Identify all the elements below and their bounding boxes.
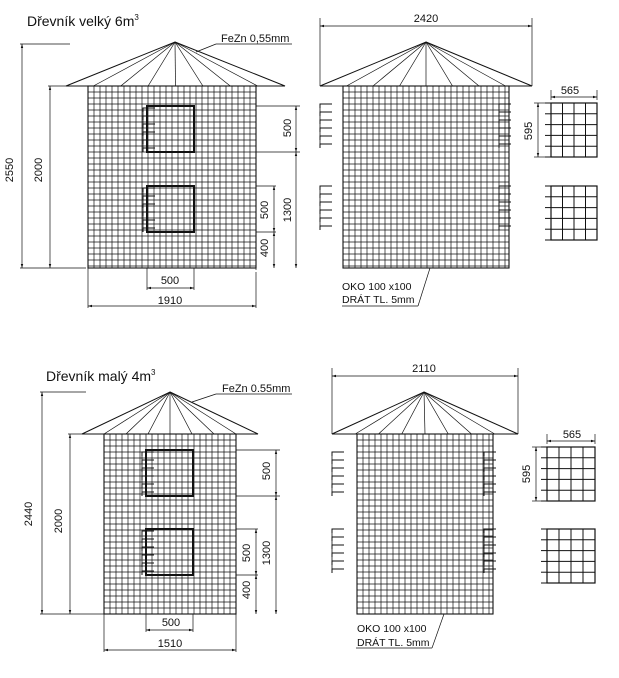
small-panel-2 — [541, 529, 595, 583]
large-side-hooks-2 — [320, 186, 332, 230]
small-mesh-leader — [432, 614, 444, 648]
large-dim-panel-width: 565 — [560, 85, 580, 97]
small-dim-window-top: 1300 — [261, 540, 273, 566]
small-dim-base: 400 — [241, 580, 253, 600]
small-panel-1 — [541, 447, 595, 501]
small-side-roof — [332, 392, 518, 434]
large-side-mesh — [343, 86, 509, 268]
small-dim-total-height: 2440 — [23, 501, 35, 527]
large-dim-window-width: 500 — [160, 275, 180, 287]
large-title: Dřevník velký $6m^3$ — [27, 13, 139, 29]
small-side-hooks-4 — [484, 529, 496, 573]
large-dim-window-top: 1300 — [282, 197, 294, 223]
small-dim-panel-width: 565 — [562, 429, 582, 441]
large-front-mesh — [88, 86, 256, 268]
small-dim-body-width: 1510 — [157, 638, 183, 650]
small-side-hooks-1 — [332, 452, 344, 496]
small-mesh-note-2: DRÁT TL. 5mm — [357, 637, 430, 649]
large-panel-1 — [545, 103, 597, 157]
small-dim-window-height: 500 — [261, 461, 273, 481]
small-dim-window-lower: 500 — [241, 543, 253, 563]
small-roof-note: FeZn 0.55mm — [222, 383, 291, 395]
large-dim-window-lower: 500 — [259, 200, 271, 220]
small-dim-window-width: 500 — [161, 617, 181, 629]
large-panel-2 — [545, 186, 597, 240]
small-side-hooks-2 — [332, 529, 344, 573]
small-roof-leader — [192, 394, 216, 402]
small-title: Dřevník malý $4m^3$ — [46, 368, 156, 384]
small-dim-roof-width: 2110 — [412, 363, 436, 375]
small-upper-window — [146, 450, 193, 496]
large-mesh-leader — [418, 268, 430, 306]
large-mesh-note-2: DRÁT TL. 5mm — [342, 294, 415, 306]
large-window-hooks-lower — [143, 188, 155, 232]
small-dim-wall-height: 2000 — [53, 508, 65, 534]
large-roof-note: FeZn 0,55mm — [221, 33, 290, 45]
small-front-roof — [82, 392, 258, 434]
large-window-hooks-upper — [143, 108, 155, 152]
large-dim-wall-height: 2000 — [33, 157, 45, 183]
small-side-mesh — [357, 434, 493, 614]
large-dim-window-height: 500 — [282, 118, 294, 138]
small-front-mesh — [104, 434, 236, 614]
large-dim-panel-height: 595 — [523, 121, 535, 141]
small-side-hooks-3 — [484, 452, 496, 496]
small-dim-panel-height: 595 — [521, 464, 533, 484]
large-dim-total-height: 2550 — [4, 157, 16, 183]
large-dim-body-width: 1910 — [157, 295, 183, 307]
large-side-hooks-1 — [320, 104, 332, 148]
large-front-roof — [66, 42, 285, 86]
large-roof-leader — [196, 44, 216, 52]
large-dim-roof-width: 2420 — [413, 13, 439, 25]
small-mesh-note-1: OKO 100 x100 — [357, 623, 427, 635]
large-mesh-note-1: OKO 100 x100 — [342, 281, 412, 293]
large-side-roof — [320, 42, 532, 86]
large-dim-base: 400 — [259, 238, 271, 258]
